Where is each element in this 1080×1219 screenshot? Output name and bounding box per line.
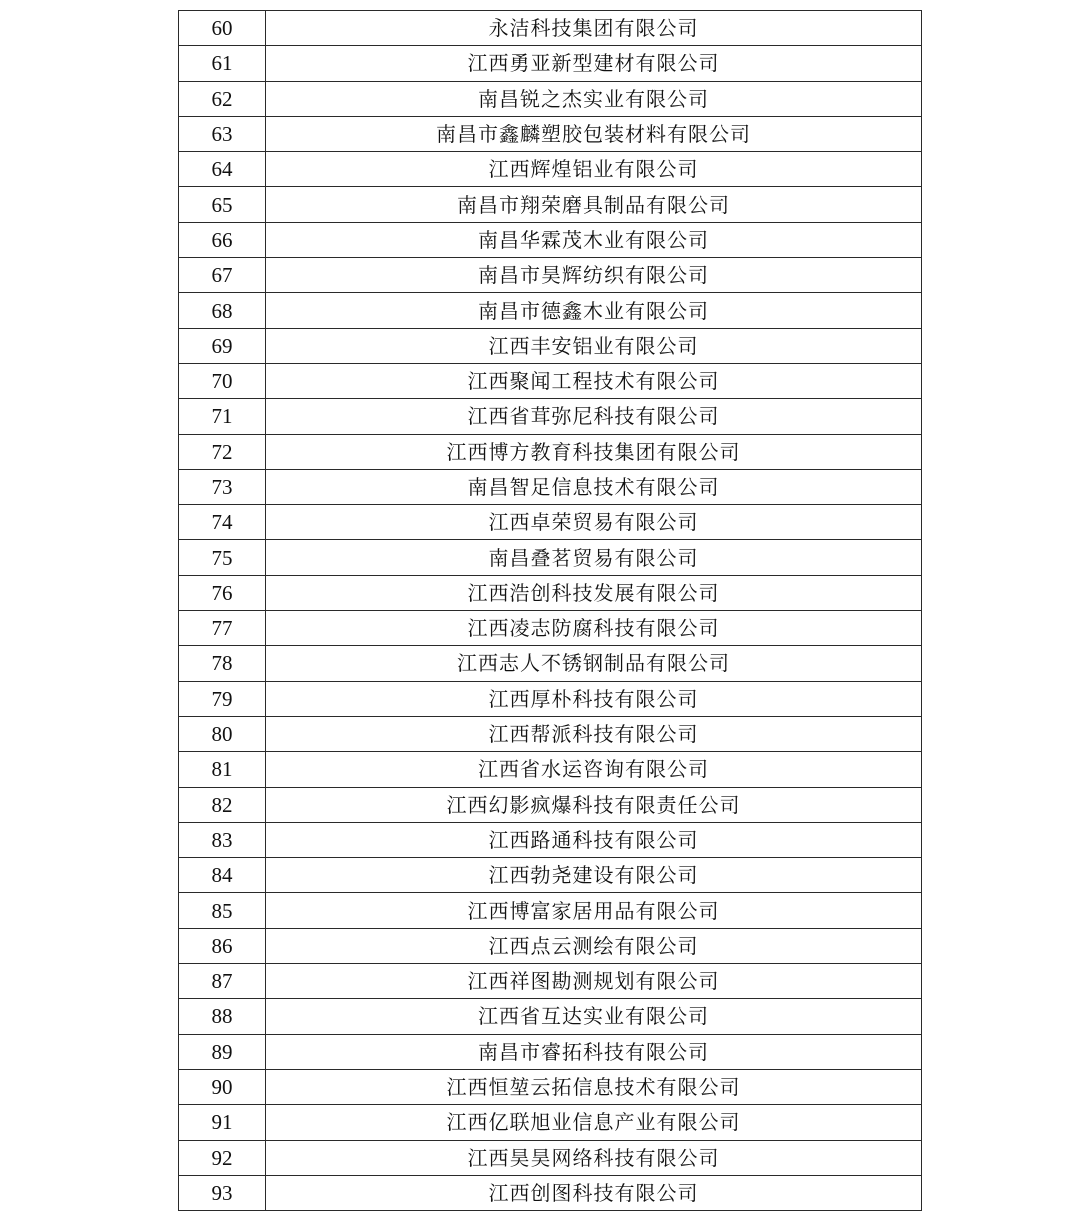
- table-row: [179, 505, 922, 540]
- table-row: [179, 81, 922, 116]
- company-name: 江西聚闻工程技术有限公司: [266, 363, 922, 398]
- table-row: [179, 858, 922, 893]
- company-name: 江西卓荣贸易有限公司: [266, 505, 922, 540]
- row-number: 70: [179, 363, 266, 398]
- company-name: 江西丰安铝业有限公司: [266, 328, 922, 363]
- company-name: 江西昊昊网络科技有限公司: [266, 1140, 922, 1175]
- company-name: 江西博富家居用品有限公司: [266, 893, 922, 928]
- company-name: 南昌市德鑫木业有限公司: [266, 293, 922, 328]
- company-list-table: [178, 10, 922, 1211]
- table-row: [179, 1105, 922, 1140]
- table-row: [179, 152, 922, 187]
- row-number: 61: [179, 46, 266, 81]
- row-number: 62: [179, 81, 266, 116]
- row-number: 83: [179, 822, 266, 857]
- table-row: [179, 575, 922, 610]
- table-row: [179, 752, 922, 787]
- row-number: 76: [179, 575, 266, 610]
- row-number: 69: [179, 328, 266, 363]
- table-row: [179, 399, 922, 434]
- company-name: 南昌市翔荣磨具制品有限公司: [266, 187, 922, 222]
- row-number: 71: [179, 399, 266, 434]
- company-name: 永洁科技集团有限公司: [266, 11, 922, 46]
- company-name: 江西点云测绘有限公司: [266, 928, 922, 963]
- table-row: [179, 116, 922, 151]
- company-name: 南昌市昊辉纺织有限公司: [266, 258, 922, 293]
- row-number: 80: [179, 716, 266, 751]
- row-number: 82: [179, 787, 266, 822]
- row-number: 63: [179, 116, 266, 151]
- company-name: 江西路通科技有限公司: [266, 822, 922, 857]
- company-name: 江西厚朴科技有限公司: [266, 681, 922, 716]
- row-number: 72: [179, 434, 266, 469]
- table-row: [179, 964, 922, 999]
- table-row: [179, 293, 922, 328]
- row-number: 87: [179, 964, 266, 999]
- row-number: 68: [179, 293, 266, 328]
- table-row: [179, 646, 922, 681]
- company-name: 江西勃尧建设有限公司: [266, 858, 922, 893]
- row-number: 79: [179, 681, 266, 716]
- company-name: 江西祥图勘测规划有限公司: [266, 964, 922, 999]
- table-row: [179, 540, 922, 575]
- company-name: 南昌华霖茂木业有限公司: [266, 222, 922, 257]
- table-row: [179, 716, 922, 751]
- table-row: [179, 328, 922, 363]
- row-number: 85: [179, 893, 266, 928]
- row-number: 74: [179, 505, 266, 540]
- table-row: [179, 928, 922, 963]
- company-name: 南昌锐之杰实业有限公司: [266, 81, 922, 116]
- company-name: 江西志人不锈钢制品有限公司: [266, 646, 922, 681]
- table-row: [179, 681, 922, 716]
- row-number: 60: [179, 11, 266, 46]
- table-row: [179, 434, 922, 469]
- table-row: [179, 1175, 922, 1210]
- row-number: 89: [179, 1034, 266, 1069]
- row-number: 91: [179, 1105, 266, 1140]
- table-row: [179, 469, 922, 504]
- company-name: 江西博方教育科技集团有限公司: [266, 434, 922, 469]
- row-number: 84: [179, 858, 266, 893]
- row-number: 88: [179, 999, 266, 1034]
- company-name: 南昌市睿拓科技有限公司: [266, 1034, 922, 1069]
- table-row: [179, 46, 922, 81]
- table-row: [179, 1140, 922, 1175]
- table-row: [179, 893, 922, 928]
- row-number: 86: [179, 928, 266, 963]
- row-number: 90: [179, 1069, 266, 1104]
- table-row: [179, 1034, 922, 1069]
- table-row: [179, 999, 922, 1034]
- company-name: 江西凌志防腐科技有限公司: [266, 611, 922, 646]
- company-name: 江西恒堃云拓信息技术有限公司: [266, 1069, 922, 1104]
- row-number: 75: [179, 540, 266, 575]
- company-name: 南昌市鑫麟塑胶包装材料有限公司: [266, 116, 922, 151]
- company-name: 江西辉煌铝业有限公司: [266, 152, 922, 187]
- row-number: 65: [179, 187, 266, 222]
- row-number: 92: [179, 1140, 266, 1175]
- company-name: 江西省水运咨询有限公司: [266, 752, 922, 787]
- row-number: 81: [179, 752, 266, 787]
- table-row: [179, 187, 922, 222]
- company-name: 江西帮派科技有限公司: [266, 716, 922, 751]
- table-row: [179, 611, 922, 646]
- row-number: 77: [179, 611, 266, 646]
- row-number: 73: [179, 469, 266, 504]
- row-number: 66: [179, 222, 266, 257]
- company-name: 南昌叠茗贸易有限公司: [266, 540, 922, 575]
- company-list-body: [179, 11, 922, 1211]
- company-name: 江西勇亚新型建材有限公司: [266, 46, 922, 81]
- table-row: [179, 822, 922, 857]
- company-name: 江西创图科技有限公司: [266, 1175, 922, 1210]
- table-row: [179, 787, 922, 822]
- company-name: 江西浩创科技发展有限公司: [266, 575, 922, 610]
- table-row: [179, 258, 922, 293]
- table-row: [179, 1069, 922, 1104]
- row-number: 67: [179, 258, 266, 293]
- company-name: 江西幻影疯爆科技有限责任公司: [266, 787, 922, 822]
- company-name: 南昌智足信息技术有限公司: [266, 469, 922, 504]
- company-name: 江西省互达实业有限公司: [266, 999, 922, 1034]
- company-name: 江西亿联旭业信息产业有限公司: [266, 1105, 922, 1140]
- table-row: [179, 222, 922, 257]
- row-number: 64: [179, 152, 266, 187]
- row-number: 93: [179, 1175, 266, 1210]
- table-row: [179, 11, 922, 46]
- company-name: 江西省茸弥尼科技有限公司: [266, 399, 922, 434]
- table-row: [179, 363, 922, 398]
- row-number: 78: [179, 646, 266, 681]
